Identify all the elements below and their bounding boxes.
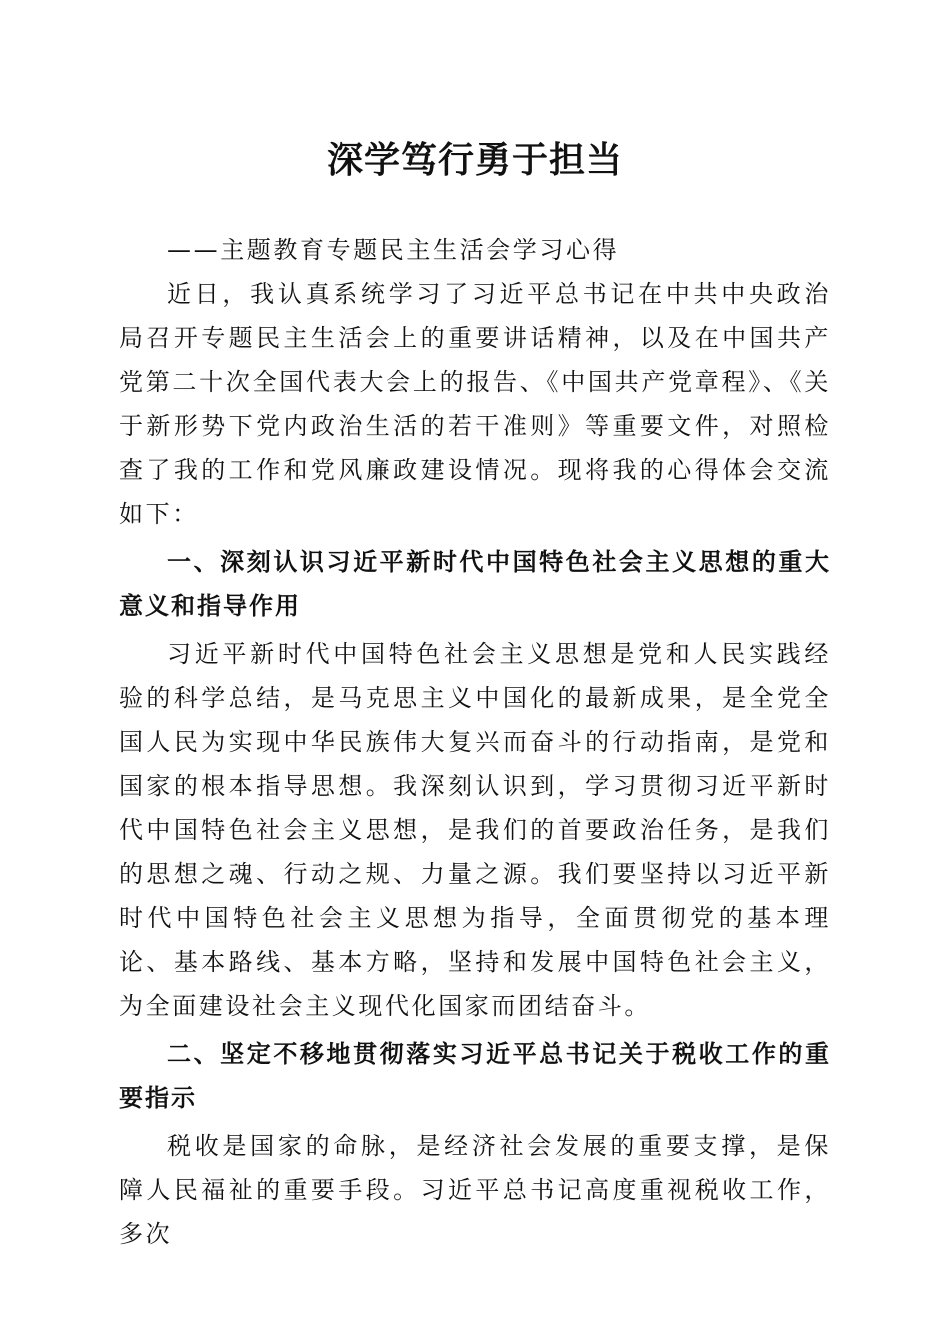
subtitle: ——主题教育专题民主生活会学习心得 <box>167 236 620 264</box>
section-1-paragraph: 习近平新时代中国特色社会主义思想是党和人民实践经验的科学总结，是马克思主义中国化的最新成果，是全党全国人民为实现中华民族伟大复兴而奋斗的行动指南，是党和国家的根本指导思想。我深刻认识到，学习贯彻习近平新时代中国特色社会主义思想，是我们的首要政治任务，是我们的思想之魂、行动之规、力量之源。我们要坚持以习近平新时代中国特色社会主义思想为指导，全面贯彻党的基本理论、基本路线、基本方略，坚持和发展中国特色社会主义，为全面建设社会主义现代化国家而团结奋斗。 <box>119 640 831 1020</box>
section-1-heading: 一、深刻认识习近平新时代中国特色社会主义思想的重大意义和指导作用 <box>119 548 831 620</box>
section-2-paragraph: 税收是国家的命脉，是经济社会发展的重要支撑，是保障人民福祉的重要手段。习近平总书记高度重视税收工作，多次 <box>119 1132 831 1248</box>
document-title: 深学笃行勇于担当 <box>326 139 623 181</box>
intro-paragraph: 近日，我认真系统学习了习近平总书记在中共中央政治局召开专题民主生活会上的重要讲话精神，以及在中国共产党第二十次全国代表大会上的报告、《中国共产党章程》、《关于新形势下党内政治生活的若干准则》等重要文件，对照检查了我的工作和党风廉政建设情况。现将我的心得体会交流如下： <box>119 280 831 528</box>
document-body <box>119 228 831 1256</box>
section-2-heading: 二、坚定不移地贯彻落实习近平总书记关于税收工作的重要指示 <box>119 1040 831 1112</box>
